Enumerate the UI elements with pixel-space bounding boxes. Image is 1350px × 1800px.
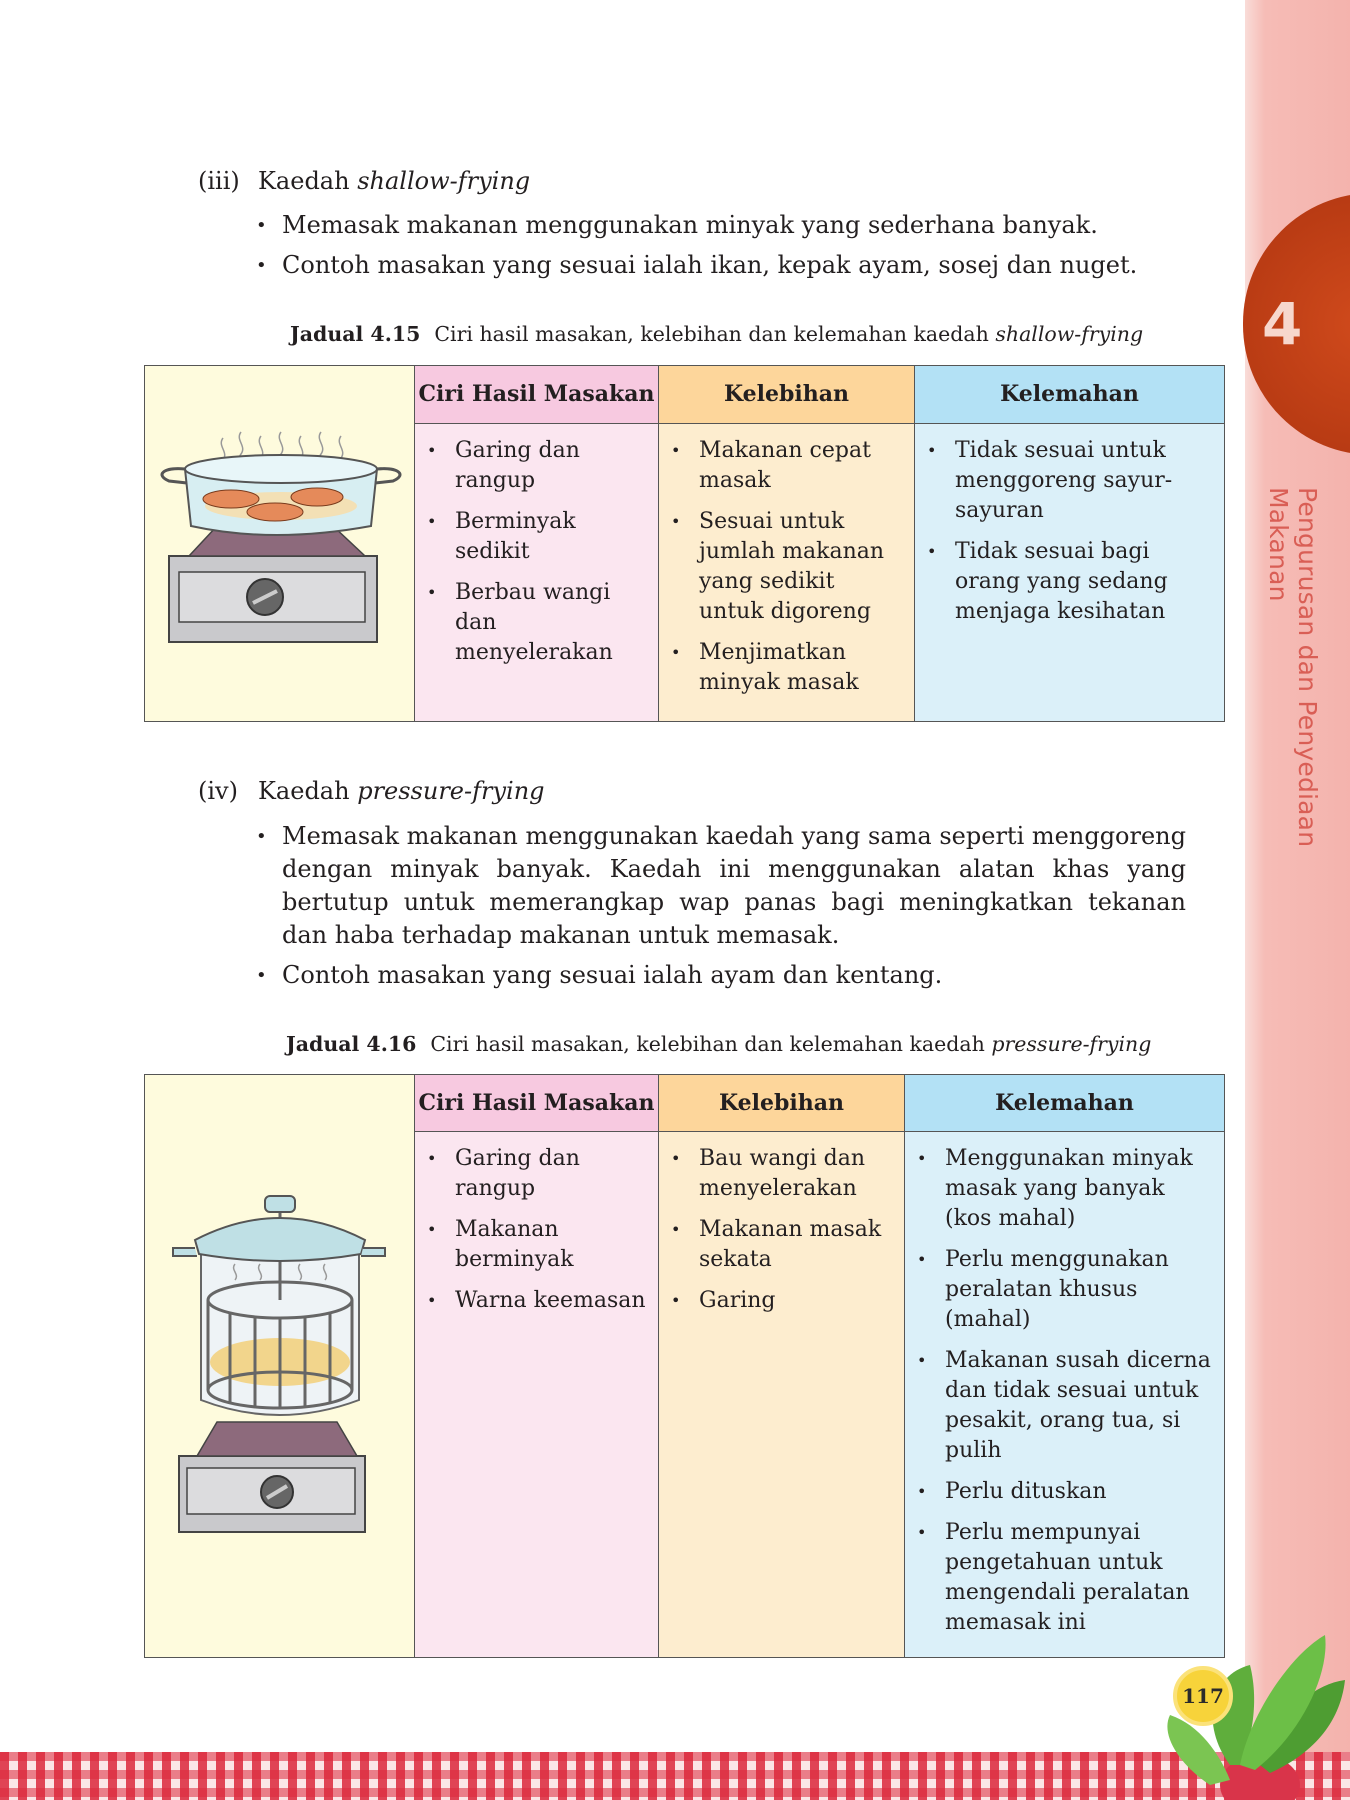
list-item: • Makanan berminyak [427,1215,650,1275]
list-item: • Perlu dituskan [917,1477,1216,1507]
table-4-15-kelemahan-cell [915,423,1225,721]
chapter-title: Pengurusan dan Penyediaan Makanan [1264,487,1322,848]
list-item: • Sesuai untuk jumlah makanan yang sedikit untuk digoreng [671,507,906,627]
section-iii-number: (iii) [198,167,240,195]
section-iv-bullets [256,820,1186,999]
table-4-15-header-ciri: Ciri Hasil Masakan [415,366,659,424]
section-iv-title-term: pressure-frying [357,777,545,805]
shallow-frying-illustration-cell [145,366,415,722]
section-iv-number: (iv) [198,777,238,805]
list-item: • Memasak makanan menggunakan kaedah yang sama seperti menggoreng dengan minyak banyak. Kaedah ini menggunakan alatan khas yang bertutup untuk memerangkap wap panas bagi meningkatkan tekanan dan haba terhadap makanan untuk memasak. [256,820,1186,952]
list-item: • Berbau wangi dan menyelerakan [427,578,650,668]
table-4-15-header-kelemahan: Kelemahan [915,366,1225,424]
section-iii-title-prefix: Kaedah [258,167,358,195]
table-4-16 [144,1074,1225,1658]
list-item: • Menjimatkan minyak masak [671,638,906,698]
table-4-15-caption-term: shallow-frying [995,322,1144,346]
list-item: • Makanan susah dicerna dan tidak sesuai untuk pesakit, orang tua, si pulih [917,1346,1216,1466]
list-item: • Makanan cepat masak [671,436,906,496]
list-item: • Makanan masak sekata [671,1215,896,1275]
list-item: • Garing dan rangup [427,436,650,496]
section-iv-heading [198,776,545,806]
pressure-frying-illustration-cell [145,1075,415,1658]
list-item: • Garing [671,1286,896,1316]
radish-leaves-icon [1140,1615,1350,1800]
list-item: • Perlu menggunakan peralatan khusus (mahal) [917,1245,1216,1335]
list-item: • Memasak makanan menggunakan minyak yang sederhana banyak. [256,209,1186,242]
table-4-15-caption-text: Ciri hasil masakan, kelebihan dan kelemahan kaedah [434,322,996,346]
section-iv-title-prefix: Kaedah [258,777,358,805]
list-item: • Warna keemasan [427,1286,650,1316]
pressure-fryer-icon [145,1100,413,1624]
table-4-15-caption [290,322,1143,346]
list-item: • Tidak sesuai untuk menggoreng sayur-sayuran [927,436,1216,526]
section-iii-title-term: shallow-frying [357,167,531,195]
table-4-15-kelebihan-cell [659,423,915,721]
section-iii-heading [198,166,530,196]
list-item: • Perlu mempunyai pengetahuan untuk mengendali peralatan memasak ini [917,1518,1216,1638]
chapter-number: 4 [1262,290,1303,358]
table-4-16-kelebihan-cell [659,1132,905,1658]
section-iii-bullets [256,209,1186,289]
list-item: • Menggunakan minyak masak yang banyak (kos mahal) [917,1144,1216,1234]
table-4-15-header-kelebihan: Kelebihan [659,366,915,424]
table-4-16-label: Jadual 4.16 [286,1032,417,1056]
table-4-15-label: Jadual 4.15 [290,322,421,346]
list-item: • Berminyak sedikit [427,507,650,567]
table-4-16-header-kelebihan: Kelebihan [659,1075,905,1132]
list-item: • Contoh masakan yang sesuai ialah ayam dan kentang. [256,959,1186,992]
list-item: • Contoh masakan yang sesuai ialah ikan, kepak ayam, sosej dan nuget. [256,249,1186,282]
table-4-16-ciri-cell [415,1132,659,1658]
page-number: 117 [1173,1666,1233,1726]
table-4-16-kelemahan-cell [905,1132,1225,1658]
table-4-15-ciri-cell [415,423,659,721]
shallow-frying-pan-icon [145,366,413,712]
table-4-16-caption [286,1032,1151,1056]
table-4-16-header-ciri: Ciri Hasil Masakan [415,1075,659,1132]
list-item: • Bau wangi dan menyelerakan [671,1144,896,1204]
table-4-16-header-kelemahan: Kelemahan [905,1075,1225,1132]
list-item: • Garing dan rangup [427,1144,650,1204]
table-4-16-caption-term: pressure-frying [991,1032,1152,1056]
table-4-15 [144,365,1225,722]
list-item: • Tidak sesuai bagi orang yang sedang menjaga kesihatan [927,537,1216,627]
table-4-16-caption-text: Ciri hasil masakan, kelebihan dan kelemahan kaedah [430,1032,992,1056]
